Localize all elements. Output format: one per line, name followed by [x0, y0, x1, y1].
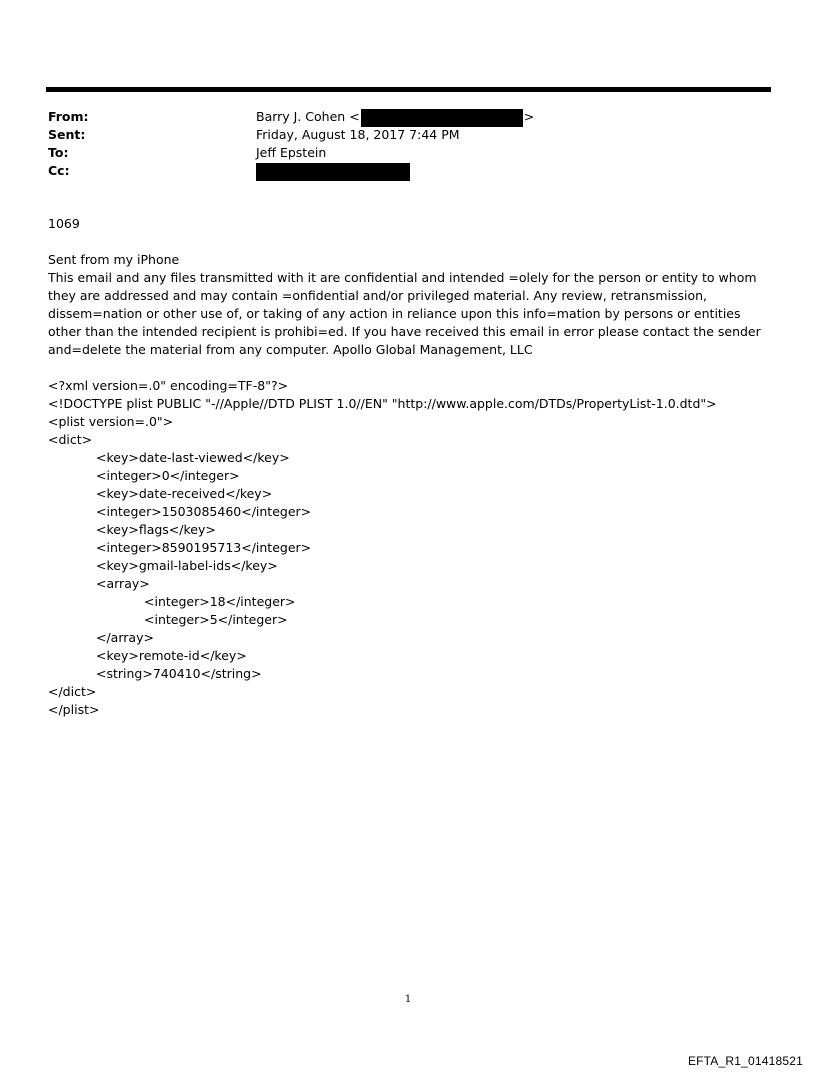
xml-line: <plist version=.0"> — [48, 414, 174, 429]
xml-line: <string>740410</string> — [96, 666, 262, 681]
to-label: To: — [48, 145, 69, 160]
xml-line: <dict> — [48, 432, 93, 447]
sent-row — [48, 126, 768, 144]
from-open-bracket: < — [349, 109, 360, 124]
spacer — [48, 233, 768, 251]
sent-label: Sent: — [48, 127, 86, 142]
to-value: Jeff Epstein — [256, 145, 327, 160]
xml-line: <array> — [96, 576, 150, 591]
sent-value: Friday, August 18, 2017 7:44 PM — [256, 127, 460, 142]
xml-line: </array> — [96, 630, 154, 645]
header-divider — [46, 87, 771, 92]
email-body — [48, 215, 768, 719]
body-number: 1069 — [48, 216, 80, 231]
xml-line: <key>remote-id</key> — [96, 648, 247, 663]
xml-line: <integer>5</integer> — [144, 612, 288, 627]
xml-line: <key>gmail-label-ids</key> — [96, 558, 278, 573]
from-row — [48, 108, 768, 126]
xml-line: <integer>18</integer> — [144, 594, 296, 609]
page-number: 1 — [404, 994, 412, 1005]
from-close-bracket: > — [523, 109, 535, 124]
redacted-email-block — [361, 109, 523, 127]
xml-line: </plist> — [48, 702, 100, 717]
xml-line: </dict> — [48, 684, 97, 699]
cc-row — [48, 162, 768, 180]
xml-line: <key>date-received</key> — [96, 486, 273, 501]
xml-line: <integer>1503085460</integer> — [96, 504, 312, 519]
redacted-cc-block — [256, 163, 410, 181]
spacer — [48, 359, 768, 377]
from-value — [256, 108, 534, 127]
from-label: From: — [48, 109, 89, 124]
xml-line: <?xml version=.0" encoding=TF-8"?> — [48, 378, 289, 393]
cc-value — [256, 162, 410, 181]
xml-line: <!DOCTYPE plist PUBLIC "-//Apple//DTD PLIST 1.0//EN" "http://www.apple.com/DTDs/PropertyList-1.0.dtd"> — [48, 396, 717, 411]
cc-label: Cc: — [48, 163, 70, 178]
bates-stamp: EFTA_R1_01418521 — [687, 1054, 803, 1068]
plist-xml-block — [48, 377, 768, 719]
xml-line: <integer>8590195713</integer> — [96, 540, 312, 555]
xml-line: <integer>0</integer> — [96, 468, 240, 483]
from-name: Barry J. Cohen — [256, 109, 346, 124]
email-header — [48, 108, 768, 180]
xml-line: <key>flags</key> — [96, 522, 216, 537]
xml-line: <key>date-last-viewed</key> — [96, 450, 290, 465]
to-row — [48, 144, 768, 162]
confidentiality-disclaimer: This email and any files transmitted with it are confidential and intended =olely for the person or entity to whom they are addressed and may contain =onfidential and/or privileged material. Any review, retransmission, dissem=nation or other use of, or taking of any action in reliance upon this info=mation by persons or entities other than the intended recipient is prohibi=ed. If you have received this email in error please contact the sender and=delete the material from any computer. Apollo Global Management, LLC — [48, 270, 761, 357]
signature-line: Sent from my iPhone — [48, 252, 180, 267]
